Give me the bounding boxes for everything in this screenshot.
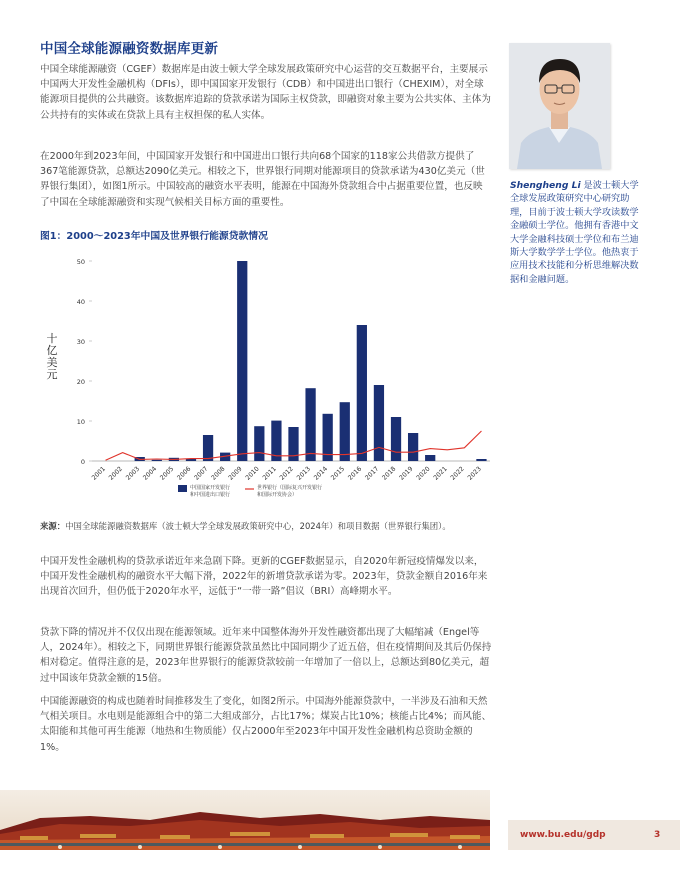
energy-loans-chart (40, 250, 490, 510)
y-tick-label: 10 (76, 418, 85, 426)
figure-title: 图1：2000～2023年中国及世界银行能源贷款情况 (40, 231, 268, 242)
x-tick-label: 2018 (381, 465, 398, 482)
x-tick-label: 2009 (227, 465, 244, 482)
author-bio-text: 是波士顿大学全球发展政策研究中心研究助理，目前于波士顿大学攻读数学金融硕士学位。他拥有香港中文大学金融科技硕士学位和布兰迪斯大学数学学士学位。他热衷于应用技术技能和分析思维解决数据和金融问题。 (510, 180, 639, 285)
x-tick-label: 2011 (261, 465, 278, 482)
bar-cdb-chexim (374, 385, 384, 461)
x-tick-label: 2016 (346, 465, 364, 482)
author-bio (510, 179, 640, 286)
temple-roof-icon (0, 790, 490, 850)
legend-label-world-bank: 世界银行（国际复兴开发银行 (257, 485, 323, 491)
x-tick-label: 2015 (329, 465, 347, 482)
bar-cdb-chexim (203, 435, 213, 461)
bar-cdb-chexim (425, 455, 435, 461)
author-photo (509, 43, 610, 169)
page-title: 中国全球能源融资数据库更新 (40, 41, 219, 57)
x-tick-label: 2022 (449, 465, 466, 482)
x-tick-label: 2017 (364, 465, 381, 482)
x-tick-label: 2004 (141, 465, 159, 482)
x-tick-label: 2007 (193, 465, 210, 482)
bar-cdb-chexim (254, 426, 264, 461)
y-tick-label: 20 (76, 378, 85, 386)
bar-cdb-chexim (340, 402, 350, 461)
y-tick-label: 0 (80, 458, 85, 466)
x-tick-label: 2001 (90, 465, 107, 482)
source-label: 来源： (40, 521, 66, 531)
x-tick-label: 2006 (176, 465, 193, 482)
x-tick-label: 2014 (312, 465, 330, 482)
y-axis-label-char: 元 (46, 368, 58, 381)
x-tick-label: 2005 (159, 465, 176, 482)
x-tick-label: 2021 (432, 465, 449, 482)
y-tick-label: 40 (76, 298, 85, 306)
paragraph-decline: 中国开发性金融机构的贷款承诺近年来急剧下降。更新的CGEF数据显示，自2020年新冠疫情爆发以来，中国开发性金融机构的融资水平大幅下滑，2022年的新增贷款承诺为零。2023年，贷款金额自2016年来出现首次回升，但仍低于2020年水平，远低于“一带一路”倡议（BRI）高峰期水平。 (40, 556, 488, 598)
legend-swatch-cdb-chexim (178, 485, 187, 492)
y-tick-label: 30 (76, 338, 85, 346)
y-axis-label-char: 亿 (46, 344, 58, 357)
footer-url[interactable]: www.bu.edu/gdp (520, 830, 606, 840)
figure-source (40, 520, 451, 532)
paragraph-composition: 中国能源融资的构成也随着时间推移发生了变化，如图2所示。中国海外能源贷款中，一半涉及石油和天然气相关项目。水电则是能源组合中的第二大组成部分，占比17%；煤炭占比10%；核能占比4%；而风能、太阳能和其他可再生能源（地热和生物质能）仅占2000年至2023年中国开发性金融机构总资助金额的1%。 (40, 696, 492, 753)
page-number: 3 (654, 830, 661, 840)
y-axis-label-char: 十 (46, 332, 58, 345)
x-tick-label: 2012 (278, 465, 295, 482)
author-portrait-icon (509, 43, 610, 169)
paragraph-intro: 中国全球能源融资（CGEF）数据库是由波士顿大学全球发展政策研究中心运营的交互数据平台，主要展示中国两大开发性金融机构（DFIs），即中国国家开发银行（CDB）和中国进出口银行（CHEXIM），对全球能源项目提供的公共融资。该数据库追踪的贷款承诺为国际主权贷款，即融资对象主要为公共实体、主体为公共持有的实体或在贷款上具有主权担保的私人实体。 (40, 64, 491, 121)
bar-cdb-chexim (408, 433, 418, 461)
legend-label-cdb-chexim-cont: 和中国进出口银行 (190, 492, 231, 498)
paragraph-totals: 在2000年到2023年间，中国国家开发银行和中国进出口银行共向68个国家的118家公共借款方提供了367笔能源贷款，总额达2090亿美元。相较之下，世界银行同期对能源项目的贷款承诺为430亿美元（世界银行集团），如图1所示。中国较高的融资水平表明，能源在中国海外贷款组合中占据重要位置，也反映了中国在全球能源融资和实现气候相关目标方面的重要性。 (40, 151, 485, 208)
bar-cdb-chexim (237, 261, 247, 461)
legend-label-world-bank-cont: 和国际开发协会） (257, 492, 298, 498)
x-tick-label: 2002 (107, 465, 125, 482)
bar-cdb-chexim (152, 460, 162, 461)
x-tick-label: 2023 (466, 465, 483, 482)
bar-cdb-chexim (476, 459, 486, 461)
x-tick-label: 2013 (295, 465, 313, 482)
bar-cdb-chexim (391, 417, 401, 461)
y-tick-label: 50 (76, 258, 85, 266)
paragraph-comparison: 贷款下降的情况并不仅仅出现在能源领域。近年来中国整体海外开发性融资都出现了大幅缩减（Engel等人，2024年）。相较之下，同期世界银行能源贷款虽然比中国同期少了近五倍，但在疫情期间及其后仍保持相对稳定。值得注意的是，2023年世界银行的能源贷款较前一年增加了一倍以上，总额达到80亿美元，超过中国该年贷款金额的15倍。 (40, 627, 492, 684)
x-tick-label: 2020 (415, 465, 432, 482)
source-text: 中国全球能源融资数据库（波士顿大学全球发展政策研究中心，2024年）和项目数据（世界银行集团）。 (65, 521, 451, 531)
x-tick-label: 2008 (210, 465, 227, 482)
footer-temple-image (0, 790, 490, 850)
legend-label-cdb-chexim: 中国国家开发银行 (190, 485, 231, 491)
y-axis-label-char: 美 (46, 356, 58, 369)
bar-cdb-chexim (305, 388, 315, 461)
x-tick-label: 2010 (244, 465, 261, 482)
x-tick-label: 2003 (124, 465, 142, 482)
author-name: Shengheng Li (510, 180, 581, 191)
x-tick-label: 2019 (398, 465, 415, 482)
bar-cdb-chexim (357, 325, 367, 461)
